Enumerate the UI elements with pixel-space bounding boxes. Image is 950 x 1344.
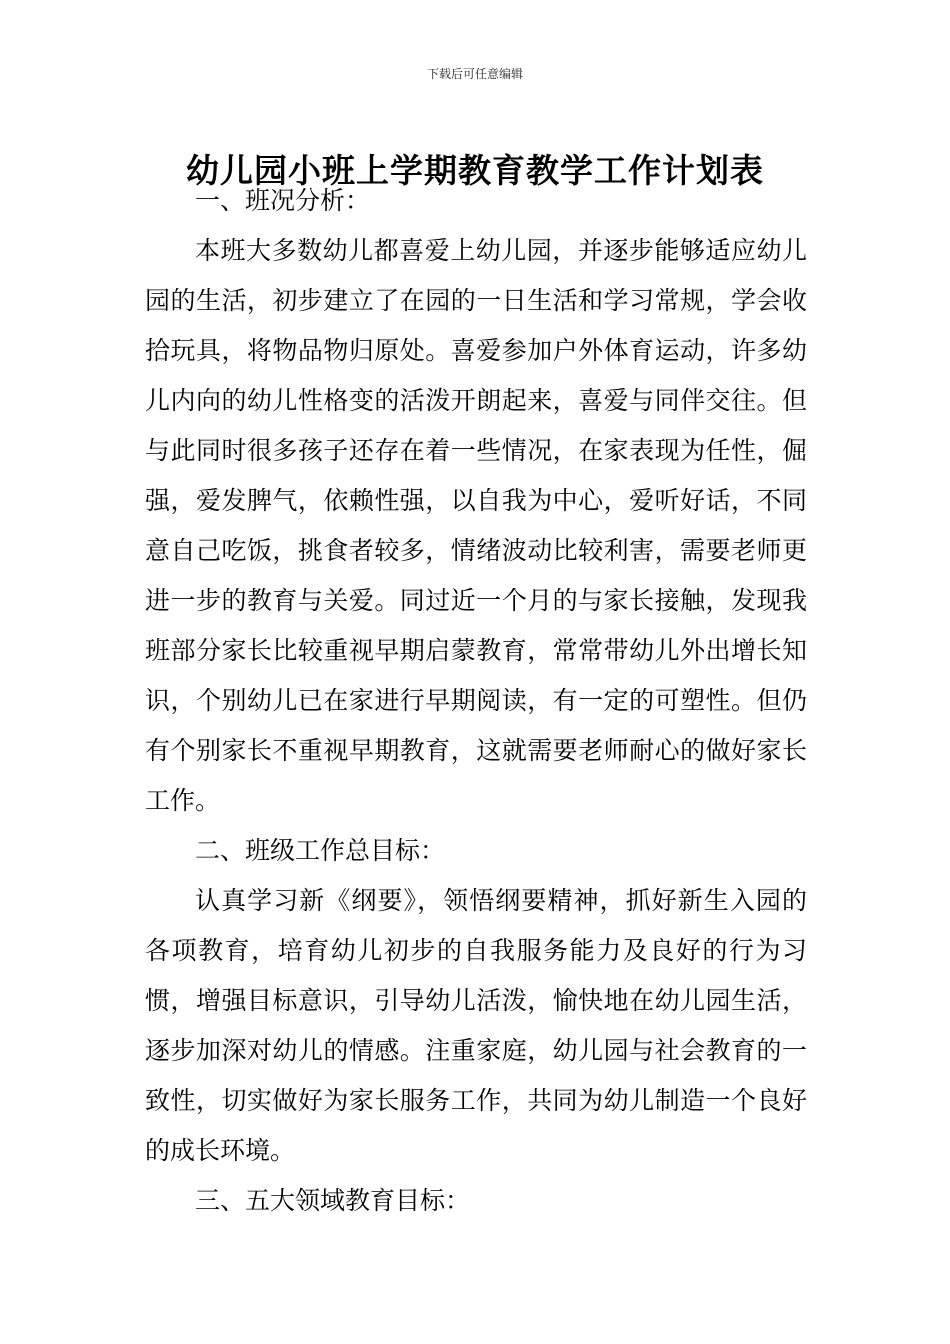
document-title: 幼儿园小班上学期教育教学工作计划表 [186,151,764,191]
section-heading-five-domains: 三、五大领域教育目标： [195,1186,471,1215]
paragraph-class-analysis: 本班大多数幼儿都喜爱上幼儿园，并逐步能够适应幼儿园的生活，初步建立了在园的一日生活和学习常规，学会收拾玩具，将物品物归原处。喜爱参加户外体育运动，许多幼儿内向的幼儿性格变的活泼开朗起来，喜爱与同伴交往。但与此同时很多孩子还存在着一些情况，在家表现为任性，倔强，爱发脾气，依赖性强，以自我为中心，爱听好话，不同意自己吃饭，挑食者较多，情绪波动比较利害，需要老师更进一步的教育与关爱。同过近一个月的与家长接触，发现我班部分家长比较重视早期启蒙教育，常常带幼儿外出增长知识，个别幼儿已在家进行早期阅读，有一定的可塑性。但仍有个别家长不重视早期教育，这就需要老师耐心的做好家长工作。 [145,236,807,815]
section-heading-class-analysis: 一、班况分析： [195,186,371,215]
paragraph-class-goals: 认真学习新《纲要》，领悟纲要精神，抓好新生入园的各项教育，培育幼儿初步的自我服务能力及良好的行为习惯，增强目标意识，引导幼儿活泼，愉快地在幼儿园生活，逐步加深对幼儿的情感。注重家庭，幼儿园与社会教育的一致性，切实做好为家长服务工作，共同为幼儿制造一个良好的成长环境。 [145,886,807,1165]
header-note: 下载后可任意编辑 [426,67,523,81]
document-body [145,176,807,1226]
section-heading-class-goals: 二、班级工作总目标： [195,836,446,865]
